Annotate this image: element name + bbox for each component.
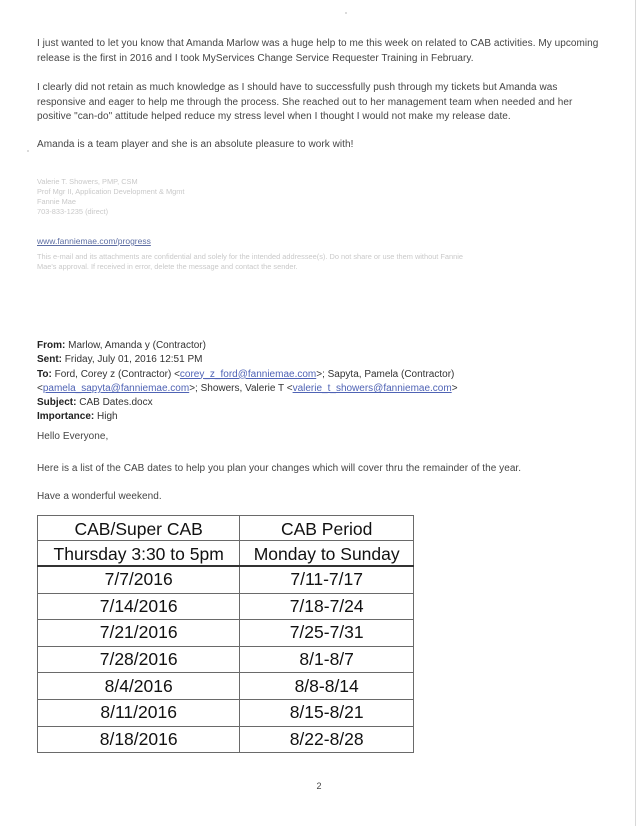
cab-period-cell: 8/22-8/28 [240,726,414,753]
header-col2-line1: CAB Period [280,519,373,539]
table-row [38,726,414,753]
cab-period-cell: 8/15-8/21 [240,699,414,726]
signature-name: Valerie T. Showers, PMP, CSM [37,177,138,186]
to-text: Ford, Corey z (Contractor) < [54,368,180,380]
to-text: >; Sapyta, Pamela (Contractor) [316,368,455,380]
cab-dates-table [37,515,414,753]
header-thursday [38,541,240,567]
table-row [38,620,414,647]
signature-title: Prof Mgr II, Application Development & Mgmt [37,187,185,196]
signature-website-link[interactable]: www.fanniemae.com/progress [37,236,151,246]
cab-date-cell: 8/4/2016 [38,673,240,700]
table-row [38,566,414,593]
signature-block [37,177,602,217]
to-text: >; Showers, Valerie T < [189,382,293,394]
cab-date-cell: 7/28/2016 [38,646,240,673]
email-to-continued-line [37,382,602,396]
importance-value: High [97,411,118,423]
email-body [37,462,602,477]
scan-speck [27,150,29,152]
email-greeting [37,430,602,445]
from-label: From: [37,340,66,351]
header-col2-line2: Monday to Sunday [253,544,400,564]
intro-paragraph-1 [37,37,602,66]
cab-period-cell: 8/8-8/14 [240,673,414,700]
intro-text-3: Amanda is a team player and she is an absolute pleasure to work with! [37,139,354,150]
cab-period-cell: 7/18-7/24 [240,593,414,620]
table-row [38,646,414,673]
signature-website-row [37,231,602,249]
table-row [38,593,414,620]
scan-edge-line [635,0,636,826]
greeting-text: Hello Everyone, [37,431,109,442]
email-subject-line [37,396,602,410]
cab-date-cell: 8/18/2016 [38,726,240,753]
table-header-row-2 [38,541,414,567]
subject-label: Subject: [37,397,77,409]
closing-text: Have a wonderful weekend. [37,491,162,502]
disclaimer-line-2: Mae's approval. If received in error, delete the message and contact the sender. [37,262,298,271]
disclaimer-block [37,252,602,272]
to-label: To: [37,368,52,380]
from-value: Marlow, Amanda y (Contractor) [68,340,206,351]
table-header-row [38,516,414,541]
cab-period-cell: 7/25-7/31 [240,620,414,647]
signature-company: Fannie Mae [37,197,77,206]
email-link-corey[interactable]: corey_z_ford@fanniemae.com [179,368,317,380]
header-cab-super-cab [38,516,240,541]
cab-date-cell: 7/7/2016 [38,566,240,593]
intro-text-1: I just wanted to let you know that Amanda Marlow was a huge help to me this week on related to CAB activities. My upcoming release is the first in 2016 and I took MyServices Change Service Requester Training in February. [37,38,599,64]
cab-period-cell: 8/1-8/7 [240,646,414,673]
cab-date-cell: 8/11/2016 [38,699,240,726]
scan-speck [345,12,347,14]
table-row [38,673,414,700]
email-importance-line [37,410,602,424]
email-from-line [37,339,602,353]
to-text: > [451,382,458,394]
subject-value: CAB Dates.docx [79,397,153,409]
header-col1-line1: CAB/Super CAB [74,519,203,539]
table-row [38,699,414,726]
sent-label: Sent: [37,354,62,366]
page-number: 2 [316,781,322,791]
email-to-line [37,368,602,382]
signature-phone: 703-833-1235 (direct) [37,207,109,216]
cab-period-cell: 7/11-7/17 [240,566,414,593]
body-text: Here is a list of the CAB dates to help you plan your changes which will cover thru the remainder of the year. [37,463,522,474]
email-sent-line [37,353,602,367]
cab-date-cell: 7/21/2016 [38,620,240,647]
intro-paragraph-3 [37,138,602,153]
disclaimer-line-1: This e-mail and its attachments are confidential and solely for the intended addressee(s). Do not share or use them without Fannie [37,252,464,261]
email-closing [37,490,602,505]
cab-date-cell: 7/14/2016 [38,593,240,620]
intro-text-2: I clearly did not retain as much knowledge as I should have to successfully push through my tickets but Amanda was responsive and eager to help me through the process. She reached out to her management team when needed and her positive "can-do" attitude helped reduce my stress level when I thought I would not make my release date. [37,82,573,122]
header-cab-period [240,516,414,541]
intro-paragraph-2 [37,81,602,125]
importance-label: Importance: [37,411,95,423]
email-header [37,339,602,425]
email-link-pamela[interactable]: pamela_sapyta@fanniemae.com [42,382,190,394]
to-text: < [37,382,43,394]
email-link-valerie[interactable]: valerie_t_showers@fanniemae.com [292,382,452,394]
sent-value: Friday, July 01, 2016 12:51 PM [64,354,203,366]
header-col1-line2: Thursday 3:30 to 5pm [53,544,224,564]
header-monday-to-sunday [240,541,414,567]
